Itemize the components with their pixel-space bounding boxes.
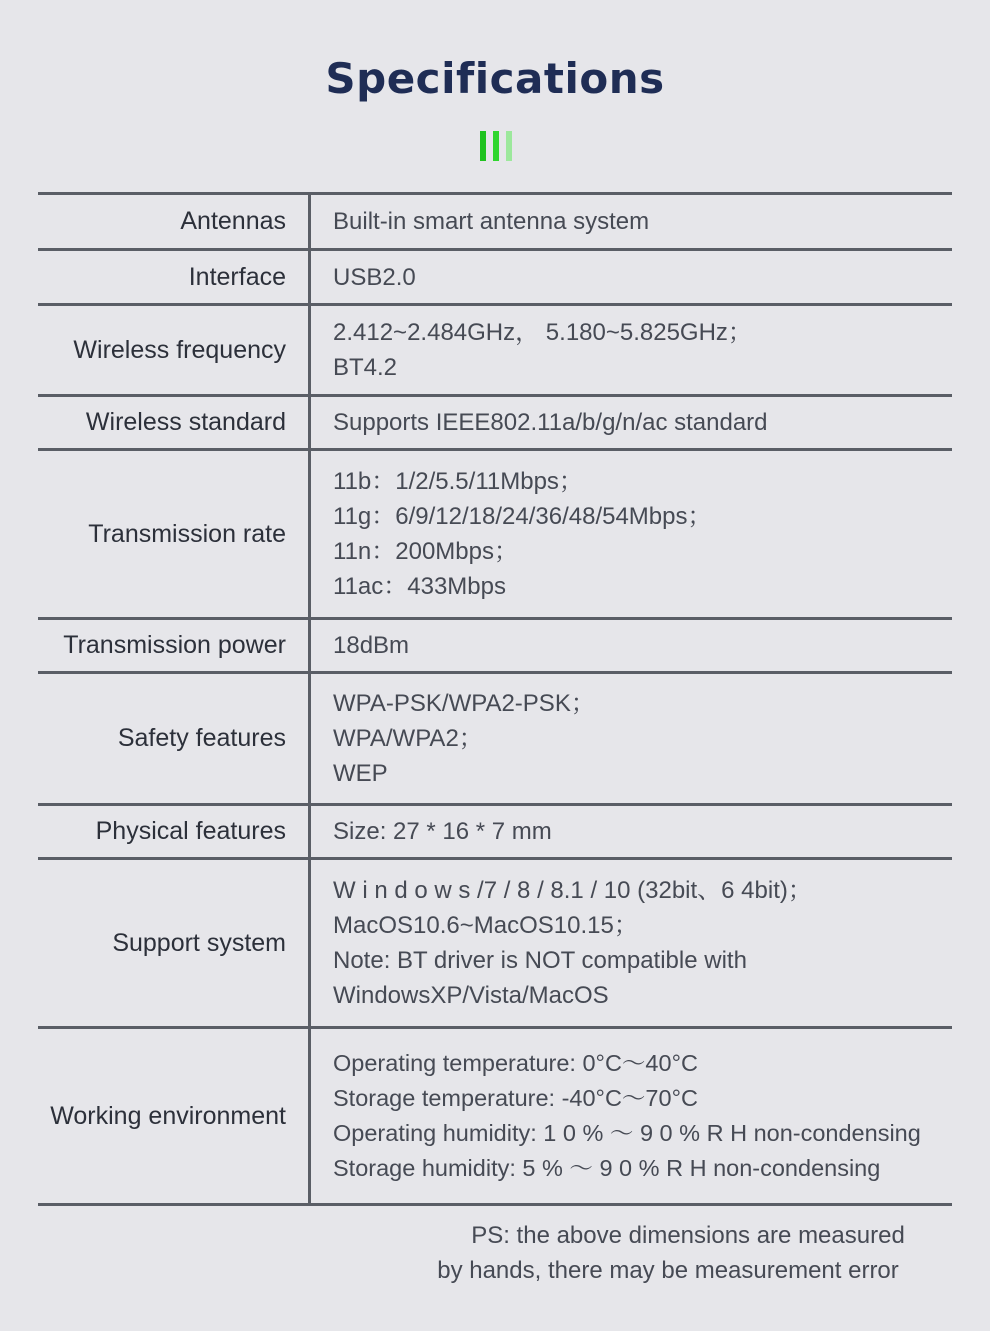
spec-value	[311, 451, 952, 617]
spec-label: Physical features	[38, 806, 311, 857]
spec-value-line: 11b：1/2/5.5/11Mbps；	[333, 468, 583, 495]
spec-value-line: Operating humidity: 1 0 % ～ 9 0 % R H non-condensing	[333, 1120, 921, 1146]
spec-value-line: 11ac：433Mbps	[333, 573, 506, 600]
note-line: PS: the above dimensions are measured	[471, 1222, 905, 1249]
spec-value-line: 11n：200Mbps；	[333, 538, 518, 565]
spec-value-line: Operating temperature: 0°C～40°C	[333, 1050, 698, 1076]
spec-value	[311, 1029, 952, 1203]
spec-value-line: USB2.0	[333, 263, 416, 291]
spec-value-line: WEP	[333, 760, 388, 787]
decoration-bar	[480, 131, 486, 161]
spec-row-wireless-standard	[38, 397, 952, 451]
spec-value	[311, 195, 952, 248]
title-decoration	[480, 131, 512, 161]
spec-value-line: 11g：6/9/12/18/24/36/48/54Mbps；	[333, 503, 712, 530]
spec-value	[311, 306, 952, 394]
decoration-bar	[506, 131, 512, 161]
note-line: by hands, there may be measurement error	[437, 1257, 899, 1284]
spec-value	[311, 620, 952, 671]
spec-value-line: WPA-PSK/WPA2-PSK；	[333, 690, 595, 717]
spec-label: Interface	[38, 251, 311, 303]
decoration-bar	[493, 131, 499, 161]
spec-value-line: W i n d o w s /7 / 8 / 8.1 / 10 (32bit、6 4bit)；	[333, 877, 812, 904]
spec-value	[311, 806, 952, 857]
spec-value-line: Built-in smart antenna system	[333, 208, 650, 235]
spec-row-transmission-rate	[38, 451, 952, 620]
spec-value-line: WindowsXP/Vista/MacOS	[333, 982, 609, 1009]
spec-value	[311, 860, 952, 1026]
spec-value-line: Supports IEEE802.11a/b/g/n/ac standard	[333, 409, 768, 436]
spec-label: Safety features	[38, 674, 311, 803]
spec-row-transmission-power	[38, 620, 952, 674]
page-title: Specifications	[325, 54, 665, 103]
spec-value-line: Storage humidity: 5 % ～ 9 0 % R H non-condensing	[333, 1155, 881, 1181]
spec-row-working-environment	[38, 1029, 952, 1206]
spec-value	[311, 674, 952, 803]
spec-row-wireless-frequency	[38, 306, 952, 397]
measurement-note	[388, 1218, 948, 1288]
spec-value	[311, 397, 952, 448]
spec-value-line: WPA/WPA2；	[333, 725, 483, 752]
spec-value-line: 2.412~2.484GHz， 5.180~5.825GHz；	[333, 319, 752, 346]
spec-value	[311, 251, 952, 303]
spec-row-physical-features	[38, 806, 952, 860]
spec-value-line: Size: 27 * 16 * 7 mm	[333, 818, 552, 845]
spec-label: Transmission rate	[38, 451, 311, 617]
spec-value-line: 18dBm	[333, 632, 410, 659]
spec-label: Wireless frequency	[38, 306, 311, 394]
spec-value-line: MacOS10.6~MacOS10.15；	[333, 912, 638, 939]
spec-row-safety-features	[38, 674, 952, 806]
spec-value-line: BT4.2	[333, 354, 398, 381]
spec-label: Wireless standard	[38, 397, 311, 448]
spec-value-line: Storage temperature: -40°C～70°C	[333, 1085, 698, 1111]
spec-row-interface	[38, 251, 952, 306]
spec-label: Transmission power	[38, 620, 311, 671]
spec-table	[38, 192, 952, 1206]
spec-label: Antennas	[38, 195, 311, 248]
spec-row-support-system	[38, 860, 952, 1029]
spec-label: Support system	[38, 860, 311, 1026]
spec-value-line: Note: BT driver is NOT compatible with	[333, 947, 747, 974]
spec-label: Working environment	[38, 1029, 311, 1203]
spec-row-antennas	[38, 195, 952, 251]
